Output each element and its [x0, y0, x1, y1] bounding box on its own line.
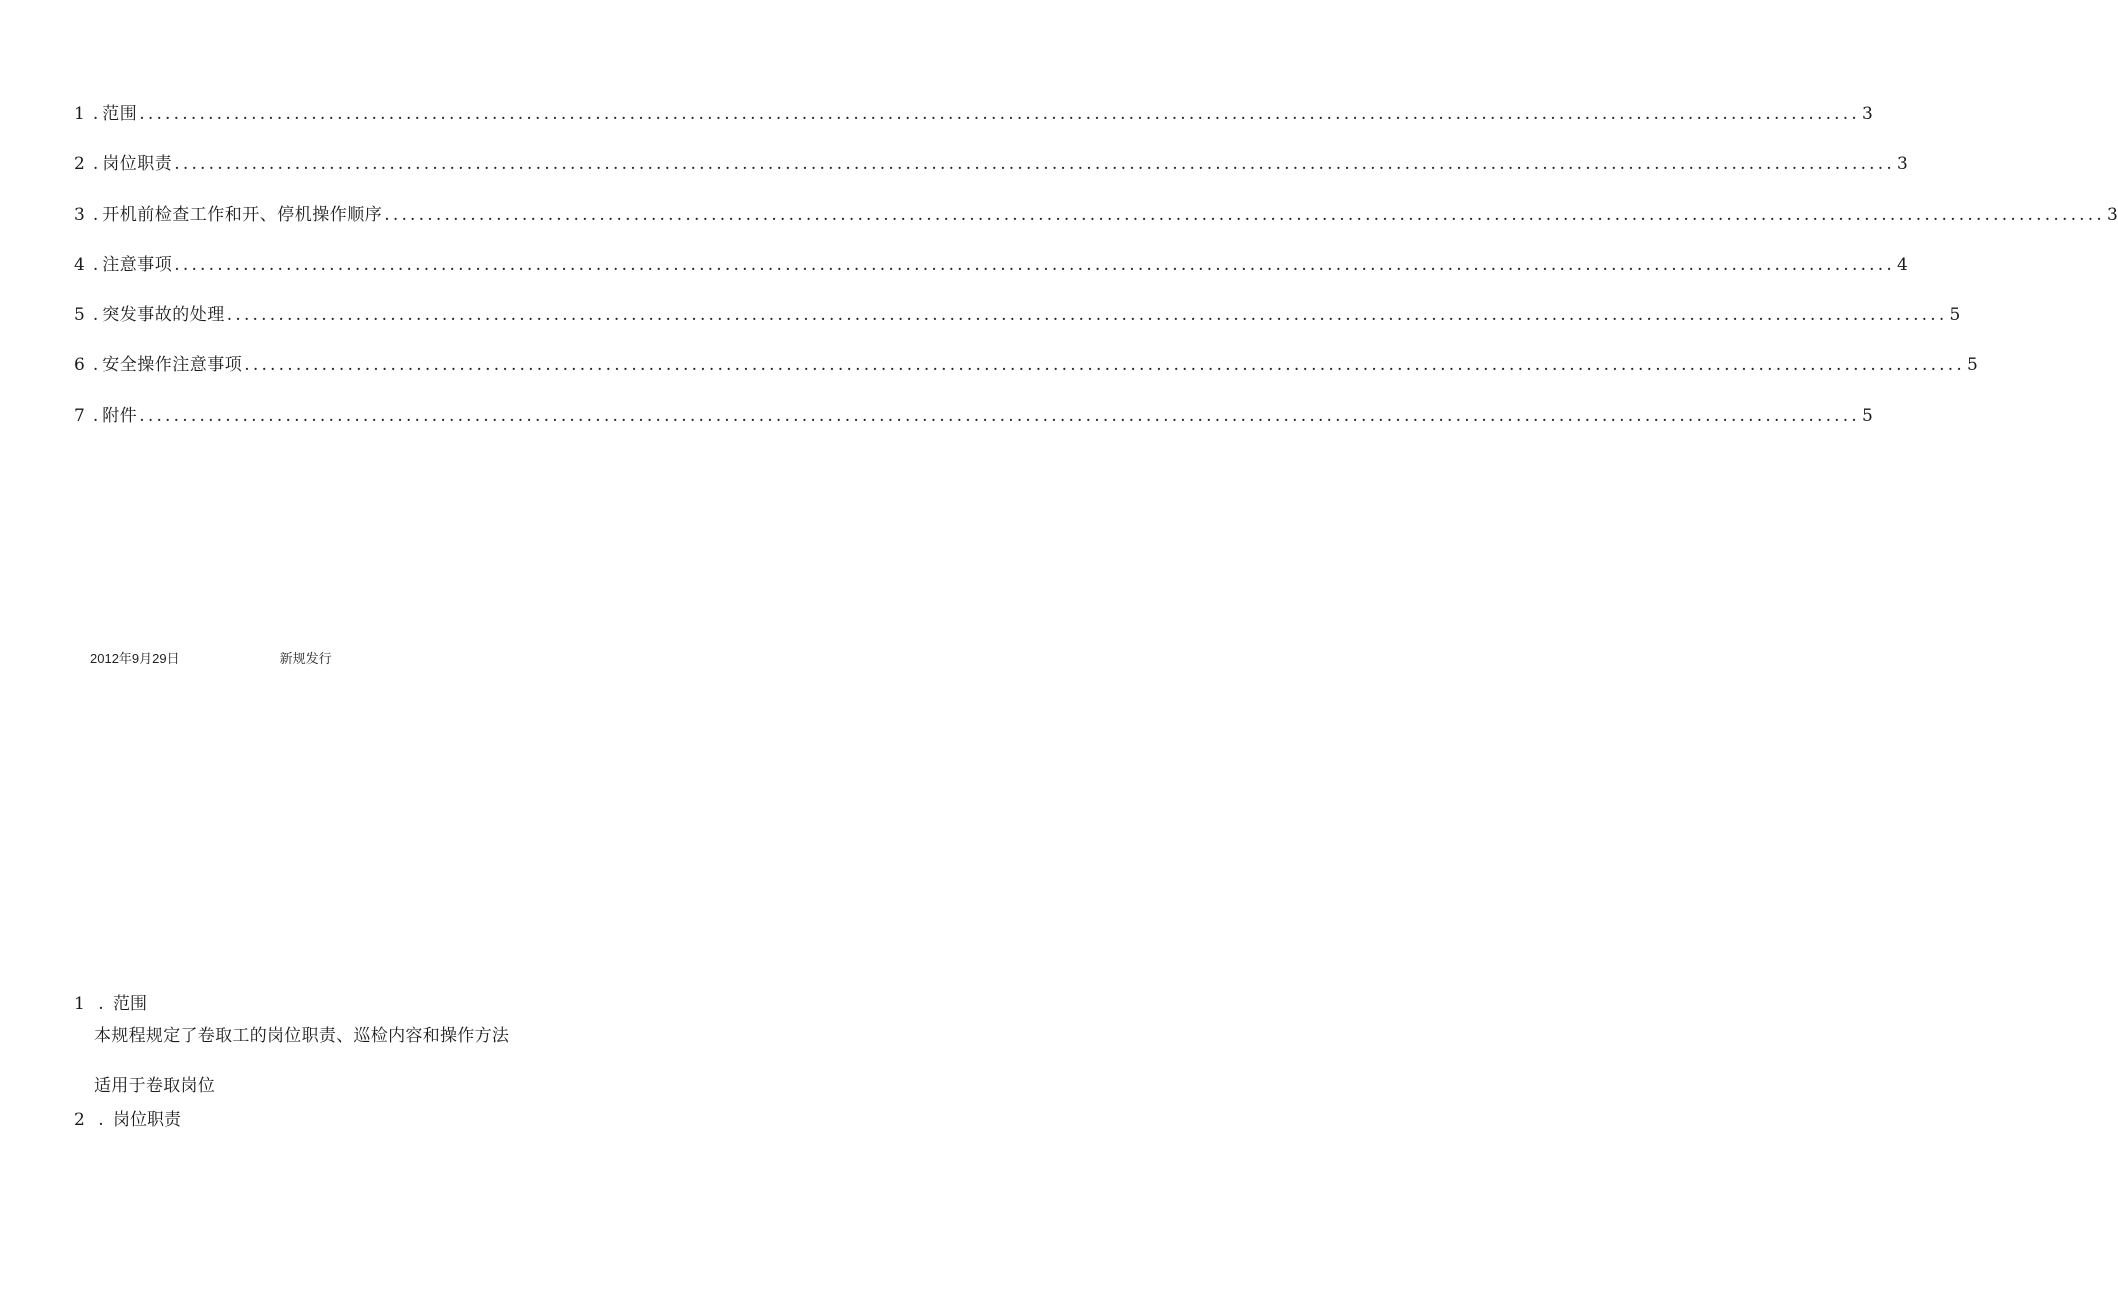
toc-leader-dots: ........................................................................................................................................................................................................: [174, 254, 1895, 275]
toc-entry-title: 附件: [102, 405, 138, 426]
toc-entry-title: 突发事故的处理: [102, 305, 225, 326]
toc-entry-separator: .: [92, 355, 99, 376]
toc-leader-dots: ........................................................................................................................................................................................................: [139, 104, 1860, 124]
toc-leader-dots: ........................................................................................................................................................................................................: [174, 154, 1895, 175]
toc-entry-page: 3: [1897, 154, 1908, 175]
toc-entry-title: 范围: [102, 104, 138, 124]
section-separator: .: [98, 994, 104, 1014]
toc-entry-separator: .: [92, 154, 99, 175]
toc-entry-separator: .: [92, 405, 99, 426]
section-title: 岗位职责: [113, 1110, 182, 1130]
toc-entry-1[interactable]: [74, 100, 1873, 150]
section-title: 范围: [113, 994, 148, 1014]
toc-entry-2[interactable]: [74, 150, 1908, 200]
toc-entry-number: 2: [74, 154, 85, 175]
toc-entry-3[interactable]: [74, 201, 2118, 251]
table-of-contents: [74, 100, 2118, 452]
revision-record: [90, 648, 332, 667]
toc-entry-title: 注意事项: [102, 254, 173, 275]
toc-entry-separator: .: [92, 204, 99, 225]
toc-leader-dots: ........................................................................................................................................................................................................: [384, 204, 2105, 225]
toc-entry-separator: .: [92, 254, 99, 275]
toc-entry-page: 5: [1949, 305, 1961, 326]
section-heading-duties: [74, 1106, 854, 1138]
toc-entry-number: 4: [74, 254, 85, 275]
toc-entry-number: 7: [74, 405, 85, 426]
toc-entry-separator: .: [92, 305, 99, 326]
scope-paragraph: 本规程规定了卷取工的岗位职责、巡检内容和操作方法: [94, 1026, 510, 1046]
toc-entry-title: 开机前检查工作和开、停机操作顺序: [102, 204, 383, 225]
toc-entry-number: 1: [74, 104, 85, 124]
section-number: 1: [74, 994, 85, 1014]
toc-entry-page: 4: [1897, 254, 1908, 275]
document-body: [74, 990, 854, 1138]
toc-entry-title: 安全操作注意事项: [102, 355, 243, 376]
toc-entry-7[interactable]: [74, 402, 1873, 452]
section-number: 2: [74, 1110, 85, 1130]
toc-entry-4[interactable]: [74, 251, 1908, 301]
toc-entry-separator: .: [92, 104, 99, 124]
toc-entry-page: 5: [1862, 405, 1873, 426]
toc-leader-dots: ........................................................................................................................................................................................................: [226, 305, 1948, 326]
toc-entry-title: 岗位职责: [102, 154, 173, 175]
revision-date: 2012年9月29日: [90, 651, 180, 666]
section-separator: .: [98, 1110, 104, 1130]
revision-note: 新规发行: [279, 651, 332, 666]
applicability-paragraph: 适用于卷取岗位: [94, 1076, 216, 1096]
toc-entry-number: 6: [74, 355, 85, 376]
toc-entry-page: 3: [1862, 104, 1873, 124]
toc-entry-page: 3: [2107, 204, 2118, 225]
toc-entry-5[interactable]: [74, 301, 1961, 351]
toc-leader-dots: ........................................................................................................................................................................................................: [139, 405, 1860, 426]
toc-entry-6[interactable]: [74, 351, 1978, 401]
toc-entry-number: 5: [74, 305, 85, 326]
section-heading-scope: [74, 990, 854, 1022]
toc-leader-dots: ........................................................................................................................................................................................................: [244, 355, 1965, 376]
toc-entry-page: 5: [1967, 355, 1978, 376]
toc-entry-number: 3: [74, 204, 85, 225]
